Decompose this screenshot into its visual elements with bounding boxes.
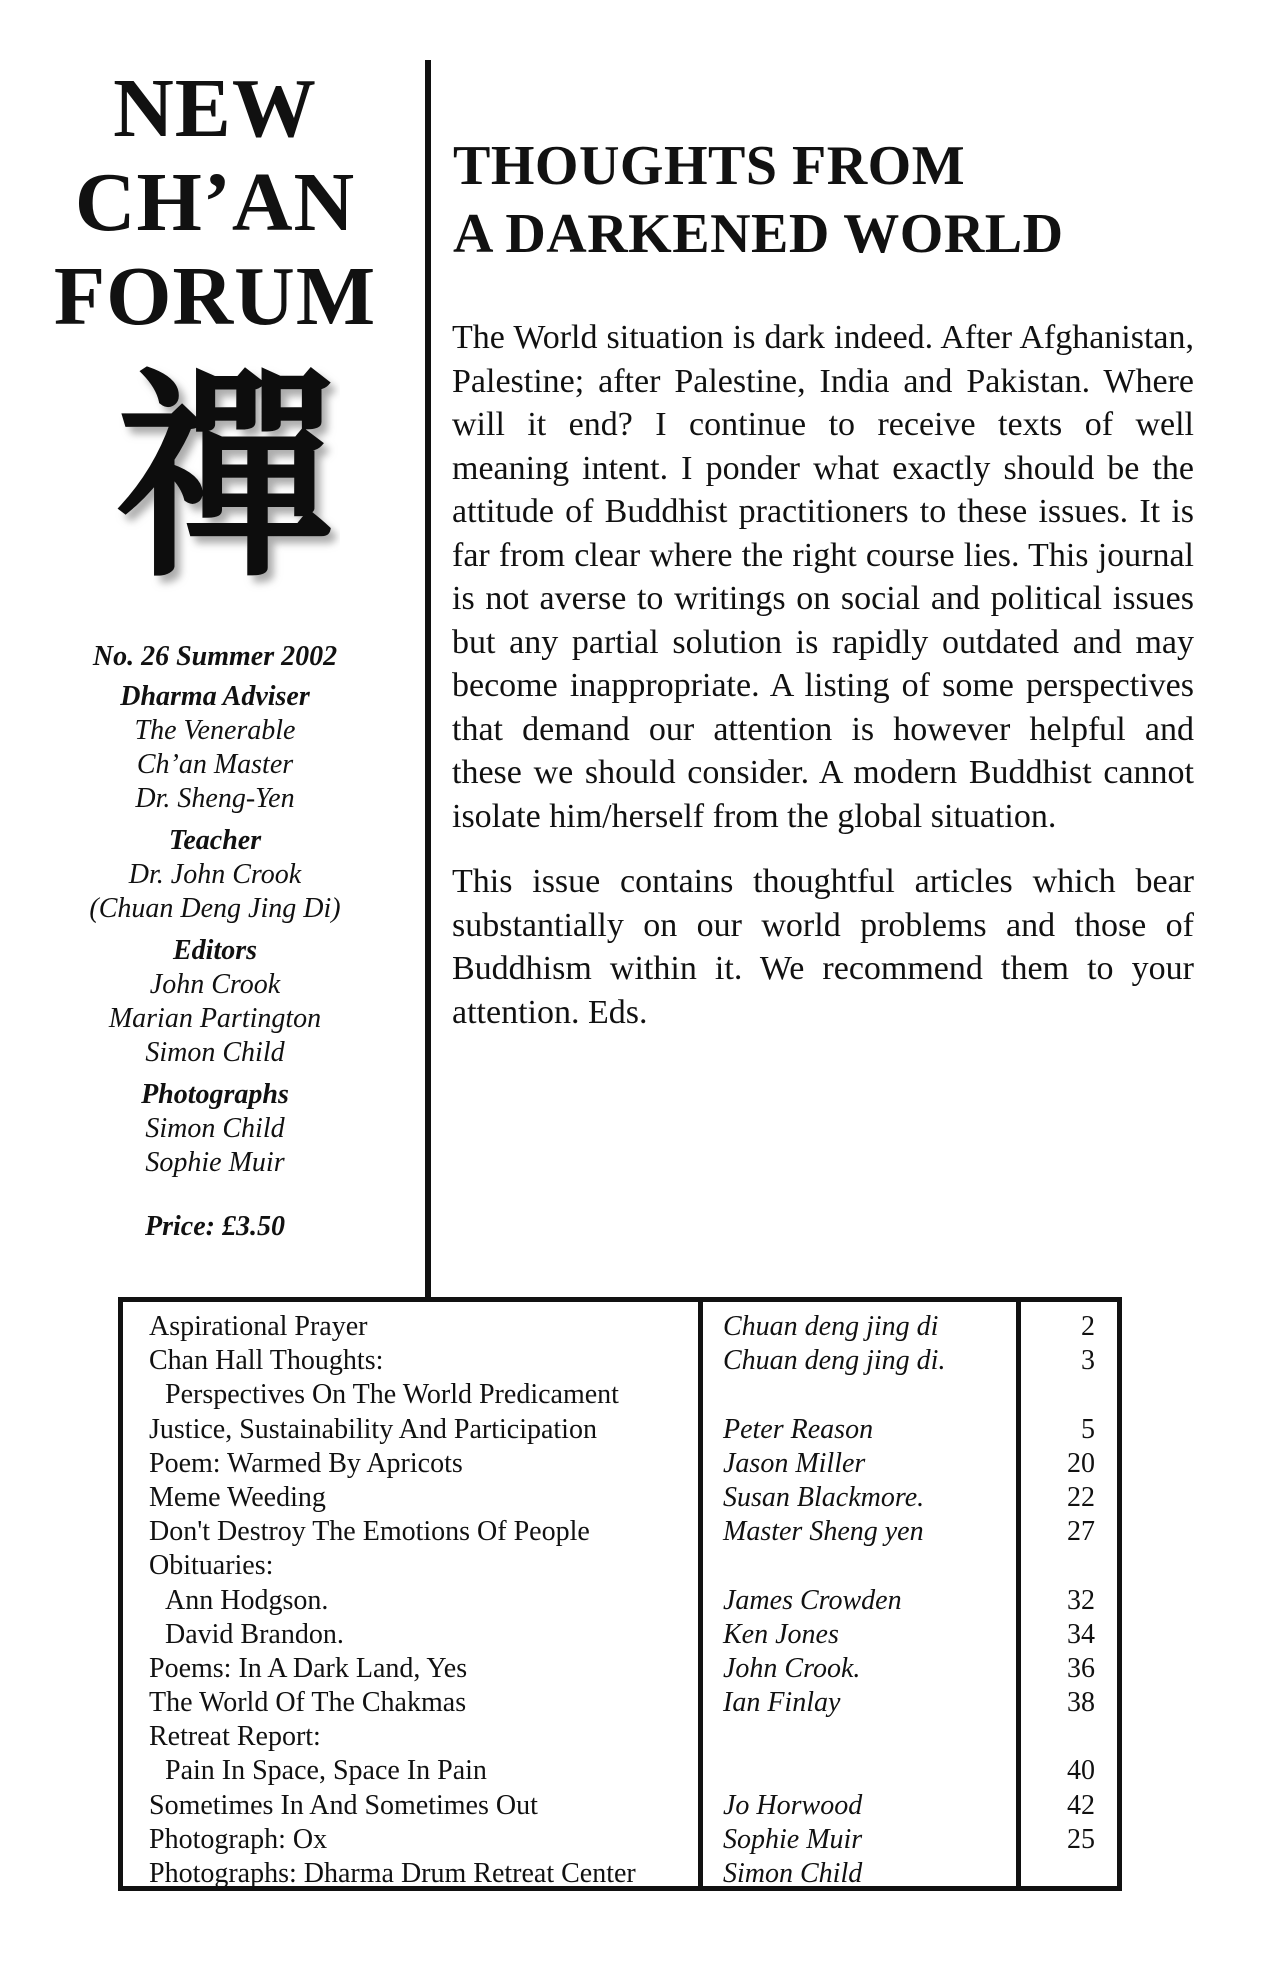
contents-row (123, 1720, 1117, 1754)
masthead-line-2: CH’AN (74, 156, 356, 249)
chan-glyph: 禪 (114, 351, 336, 600)
contents-page-number: 20 (1067, 1447, 1095, 1479)
contents-author: Chuan deng jing di. (723, 1345, 946, 1377)
credit-line: Simon Child (145, 1113, 285, 1144)
article-paragraph: The World situation is dark indeed. After Afghanistan, Palestine; after Palestine, India and Pakistan. Where will it end? I continue to receive texts of well meaning intent. I ponder what exactly should be the attitude of Buddhist practitioners to these issues. It is far from clear where the right course lies. This journal is not averse to writings on social and political issues but any partial solution is rapidly outdated and may become inappropriate. A listing of some perspectives that demand our attention is however helpful and these we should consider. A modern Buddhist cannot isolate him/herself from the global situation. (452, 319, 1194, 835)
credit-line: The Venerable (134, 715, 296, 746)
column-divider (425, 60, 431, 1300)
contents-row (123, 1447, 1117, 1481)
contents-page-number: 42 (1067, 1789, 1095, 1821)
contents-author: Jason Miller (723, 1447, 866, 1479)
contents-title: Sometimes In And Sometimes Out (149, 1789, 538, 1821)
contents-title: Pain In Space, Space In Pain (165, 1755, 487, 1787)
contents-row (123, 1857, 1117, 1891)
article-title (453, 132, 1213, 268)
contents-author: Ken Jones (723, 1618, 839, 1650)
contents-author: Peter Reason (723, 1413, 874, 1445)
contents-row (123, 1413, 1117, 1447)
credit-line: Marian Partington (108, 1003, 322, 1034)
contents-author: Jo Horwood (723, 1789, 863, 1821)
contents-rows (123, 1310, 1117, 1891)
editors-group (40, 934, 390, 1070)
contents-title: Ann Hodgson. (165, 1584, 329, 1616)
contents-row (123, 1344, 1117, 1378)
chan-calligraphy-icon (110, 350, 340, 600)
contents-author: John Crook. (723, 1652, 861, 1684)
article-title-line-2: A DARKENED WORLD (453, 203, 1064, 265)
contents-title: David Brandon. (165, 1618, 344, 1650)
contents-page-number: 38 (1067, 1687, 1095, 1719)
contents-page-number: 32 (1067, 1584, 1095, 1616)
contents-page-number: 40 (1067, 1755, 1095, 1787)
contents-title: Perspectives On The World Predicament (165, 1379, 619, 1411)
credit-line: Dr. Sheng-Yen (135, 783, 295, 814)
contents-row (123, 1549, 1117, 1583)
credit-line: Simon Child (145, 1037, 285, 1068)
dharma-adviser-group (40, 680, 390, 816)
contents-row (123, 1618, 1117, 1652)
contents-title: Aspirational Prayer (149, 1311, 368, 1342)
contents-title: Don't Destroy The Emotions Of People (149, 1516, 590, 1548)
contents-author: Ian Finlay (723, 1687, 841, 1719)
contents-title: Obituaries: (149, 1550, 274, 1582)
contents-page-number: 34 (1067, 1618, 1095, 1650)
dharma-adviser-heading: Dharma Adviser (120, 681, 310, 712)
teacher-heading: Teacher (168, 825, 262, 856)
contents-row (123, 1789, 1117, 1823)
price: Price: £3.50 (145, 1211, 285, 1242)
contents-page-number: 2 (1081, 1311, 1095, 1342)
contents-row (123, 1584, 1117, 1618)
credit-line: (Chuan Deng Jing Di) (89, 893, 341, 924)
contents-title: Retreat Report: (149, 1721, 321, 1753)
contents-author: Master Sheng yen (723, 1516, 924, 1548)
article-body (452, 316, 1194, 1056)
masthead-line-3: FORUM (53, 250, 377, 343)
contents-row (123, 1378, 1117, 1412)
contents-author: Susan Blackmore. (723, 1481, 925, 1513)
contents-row (123, 1481, 1117, 1515)
masthead-line-1: NEW (113, 62, 317, 155)
contents-page-number: 5 (1081, 1413, 1095, 1445)
contents-title: Chan Hall Thoughts: (149, 1345, 384, 1377)
credit-line: Sophie Muir (145, 1147, 285, 1178)
contents-title: Photographs: Dharma Drum Retreat Center (149, 1858, 636, 1889)
editors-heading: Editors (172, 935, 258, 966)
credit-line: Ch’an Master (136, 749, 294, 780)
contents-table (118, 1297, 1122, 1891)
credits-panel (40, 640, 390, 1244)
credit-line: Dr. John Crook (128, 859, 302, 890)
photographs-heading: Photographs (141, 1079, 289, 1110)
contents-row (123, 1310, 1117, 1344)
contents-title: Justice, Sustainability And Participation (149, 1413, 597, 1445)
contents-row (123, 1652, 1117, 1686)
issue-info: No. 26 Summer 2002 (92, 641, 338, 672)
teacher-group (40, 824, 390, 926)
contents-title: Poem: Warmed By Apricots (149, 1447, 463, 1479)
contents-page-number: 22 (1067, 1481, 1095, 1513)
contents-title: The World Of The Chakmas (149, 1687, 467, 1719)
contents-row (123, 1823, 1117, 1857)
contents-row (123, 1515, 1117, 1549)
contents-page-number: 3 (1081, 1345, 1095, 1377)
contents-title: Photograph: Ox (149, 1823, 328, 1855)
contents-page-number: 36 (1067, 1652, 1095, 1684)
contents-author: Chuan deng jing di (723, 1311, 939, 1342)
contents-title: Poems: In A Dark Land, Yes (149, 1652, 468, 1684)
photographs-group (40, 1078, 390, 1180)
contents-row (123, 1686, 1117, 1720)
contents-row (123, 1754, 1117, 1788)
contents-author: James Crowden (723, 1584, 902, 1616)
contents-author: Simon Child (723, 1858, 863, 1889)
contents-page-number: 25 (1067, 1823, 1095, 1855)
masthead (40, 62, 390, 344)
article-title-line-1: THOUGHTS FROM (453, 135, 966, 197)
contents-title: Meme Weeding (149, 1481, 326, 1513)
article-paragraph: This issue contains thoughtful articles which bear substantially on our world problems and those of Buddhism within it. We recommend them to your attention. Eds. (452, 863, 1194, 1031)
credit-line: John Crook (149, 969, 281, 1000)
contents-page-number: 27 (1067, 1516, 1095, 1548)
contents-author: Sophie Muir (723, 1823, 863, 1855)
